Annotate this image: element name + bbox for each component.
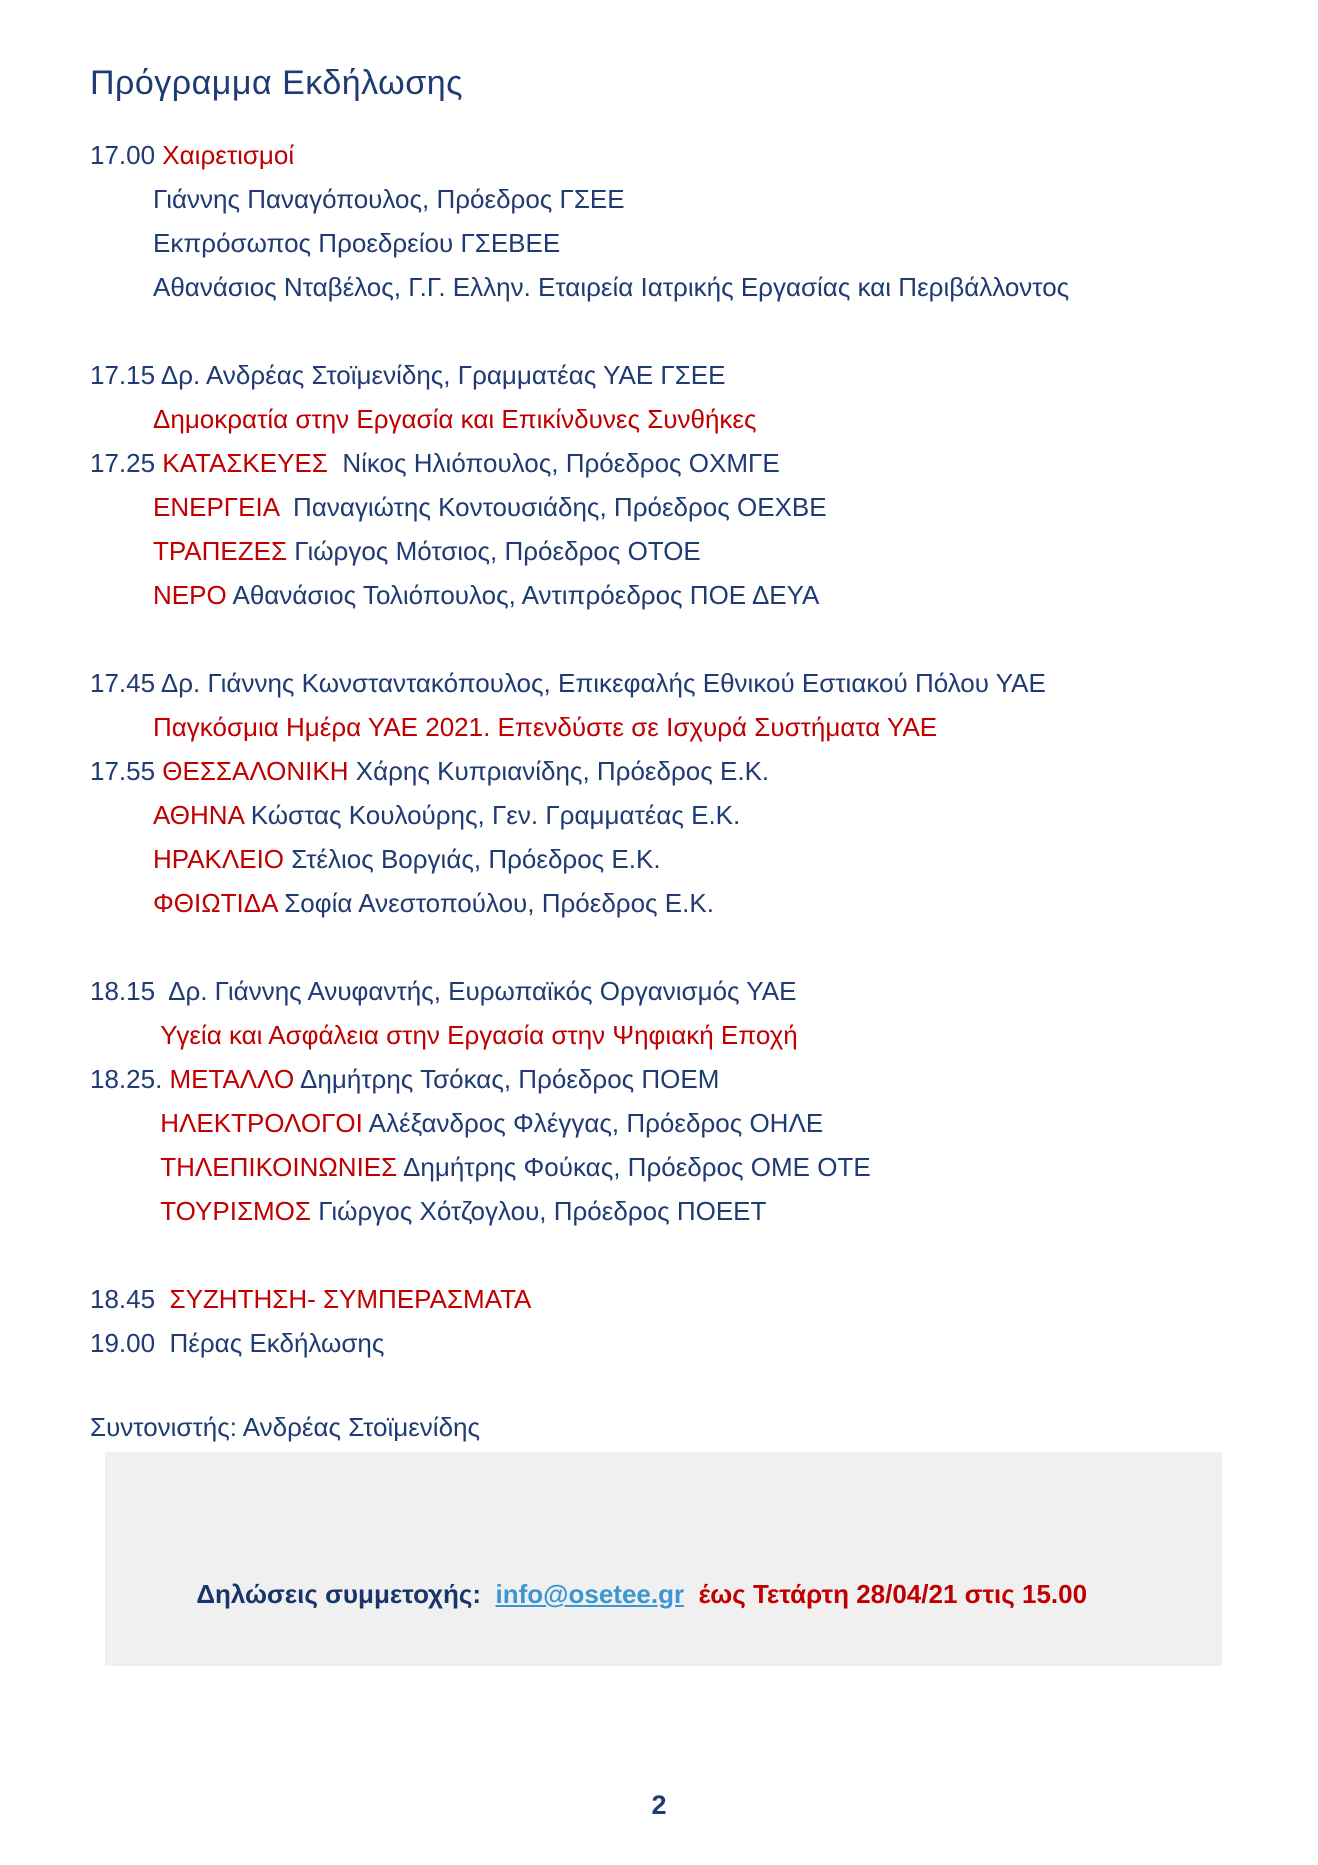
schedule-text-segment: ΝΕΡΟ [153,580,233,610]
schedule-text-segment: Κώστας Κουλούρης, Γεν. Γραμματέας Ε.Κ. [250,800,741,830]
schedule-line [90,485,1258,529]
schedule-text-segment: Νίκος Ηλιόπουλος, Πρόεδρος ΟΧΜΓΕ [335,448,780,478]
schedule-text-segment: Αλέξανδρος Φλέγγας, Πρόεδρος ΟΗΛΕ [368,1108,824,1138]
schedule-text-segment: 17.45 Δρ. Γιάννης Κωνσταντακόπουλος, Επικεφαλής Εθνικού Εστιακού Πόλου ΥΑΕ [90,668,1046,698]
schedule-line [90,1057,1258,1101]
schedule-text-segment: 17.00 [90,140,163,170]
schedule-text-segment: Δημοκρατία στην Εργασία και Επικίνδυνες Συνθήκες [153,404,757,434]
schedule-text-segment: 19.00 Πέρας Εκδήλωσης [90,1328,385,1358]
schedule-line [90,265,1258,309]
schedule-line [90,749,1258,793]
schedule-text-segment: 18.25. [90,1064,170,1094]
schedule-text-segment: Γιώργος Χότζογλου, Πρόεδρος ΠΟΕΕΤ [318,1196,767,1226]
schedule-line [90,661,1258,705]
registration-box [105,1452,1222,1666]
schedule-text-segment: Δημήτρης Τσόκας, Πρόεδρος ΠΟΕΜ [300,1064,720,1094]
schedule-line [90,133,1258,177]
schedule-text-segment: 18.45 [90,1284,170,1314]
schedule-text-segment: ΣΥΖΗΤΗΣΗ- ΣΥΜΠΕΡΑΣΜΑΤΑ [169,1284,532,1314]
schedule-text-segment: ΤΟΥΡΙΣΜΟΣ [153,1196,319,1226]
schedule-line [90,881,1258,925]
schedule-text-segment: Εκπρόσωπος Προεδρείου ΓΣΕΒΕΕ [153,228,561,258]
schedule [90,133,1258,1365]
schedule-text-segment: ΑΘΗΝΑ [153,800,251,830]
schedule-line [90,1189,1258,1233]
schedule-text-segment: 17.55 [90,756,163,786]
schedule-line [90,1013,1258,1057]
schedule-text-segment: Γιώργος Μότσιος, Πρόεδρος ΟΤΟΕ [294,536,701,566]
schedule-line [90,1277,1258,1321]
schedule-text-segment: Γιάννης Παναγόπουλος, Πρόεδρος ΓΣΕΕ [153,184,625,214]
schedule-line [90,441,1258,485]
schedule-text-segment: ΗΛΕΚΤΡΟΛΟΓΟΙ [153,1108,369,1138]
schedule-text-segment: ΕΝΕΡΓΕΙΑ [153,492,286,522]
schedule-line [90,1321,1258,1365]
schedule-line [90,837,1258,881]
schedule-text-segment: Χάρης Κυπριανίδης, Πρόεδρος Ε.Κ. [355,756,770,786]
moderator-line: Συντονιστής: Ανδρέας Στοϊμενίδης [90,1412,481,1442]
schedule-text-segment: 17.25 [90,448,163,478]
schedule-line [90,969,1258,1013]
registration-line [153,1534,1202,1654]
schedule-line [90,1145,1258,1189]
schedule-text-segment: Παγκόσμια Ημέρα ΥΑΕ 2021. Επενδύστε σε Ισχυρά Συστήματα ΥΑΕ [153,712,938,742]
schedule-text-segment: Χαιρετισμοί [162,140,295,170]
registration-email-link[interactable]: info@osetee.gr [495,1579,685,1609]
schedule-text-segment: ΤΡΑΠΕΖΕΣ [153,536,295,566]
schedule-text-segment: Δημήτρης Φούκας, Πρόεδρος ΟΜΕ ΟΤΕ [403,1152,871,1182]
schedule-text-segment: ΜΕΤΑΛΛΟ [169,1064,301,1094]
schedule-text-segment: ΦΘΙΩΤΙΔΑ [153,888,285,918]
schedule-line [90,573,1258,617]
schedule-text-segment: ΚΑΤΑΣΚΕΥΕΣ [162,448,336,478]
registration-deadline: έως Τετάρτη 28/04/21 στις 15.00 [684,1579,1088,1609]
page-title: Πρόγραμμα Εκδήλωσης [90,64,463,102]
schedule-text-segment: 18.15 Δρ. Γιάννης Ανυφαντής, Ευρωπαϊκός Οργανισμός ΥΑΕ [90,976,797,1006]
schedule-line [90,353,1258,397]
schedule-line [90,397,1258,441]
schedule-text-segment: Αθανάσιος Νταβέλος, Γ.Γ. Ελλην. Εταιρεία Ιατρικής Εργασίας και Περιβάλλοντος [153,272,1070,302]
schedule-text-segment: Αθανάσιος Τολιόπουλος, Αντιπρόεδρος ΠΟΕ ΔΕΥΑ [232,580,820,610]
schedule-line [90,705,1258,749]
schedule-line [90,793,1258,837]
schedule-text-segment: Παναγιώτης Κοντουσιάδης, Πρόεδρος ΟΕΧΒΕ [285,492,827,522]
page-number: 2 [651,1790,667,1820]
schedule-line [90,529,1258,573]
schedule-text-segment: 17.15 Δρ. Ανδρέας Στοϊμενίδης, Γραμματέας ΥΑΕ ΓΣΕΕ [90,360,726,390]
schedule-line [90,221,1258,265]
schedule-text-segment: ΘΕΣΣΑΛΟΝΙΚΗ [162,756,356,786]
registration-label: Δηλώσεις συμμετοχής: [196,1579,496,1609]
schedule-text-segment: Σοφία Ανεστοπούλου, Πρόεδρος Ε.Κ. [284,888,714,918]
schedule-line [90,1101,1258,1145]
schedule-text-segment: Υγεία και Ασφάλεια στην Εργασία στην Ψηφιακή Εποχή [153,1020,798,1050]
schedule-text-segment: Στέλιος Βοργιάς, Πρόεδρος Ε.Κ. [291,844,661,874]
schedule-line [90,177,1258,221]
schedule-text-segment: ΗΡΑΚΛΕΙΟ [153,844,292,874]
schedule-text-segment: ΤΗΛΕΠΙΚΟΙΝΩΝΙΕΣ [153,1152,404,1182]
